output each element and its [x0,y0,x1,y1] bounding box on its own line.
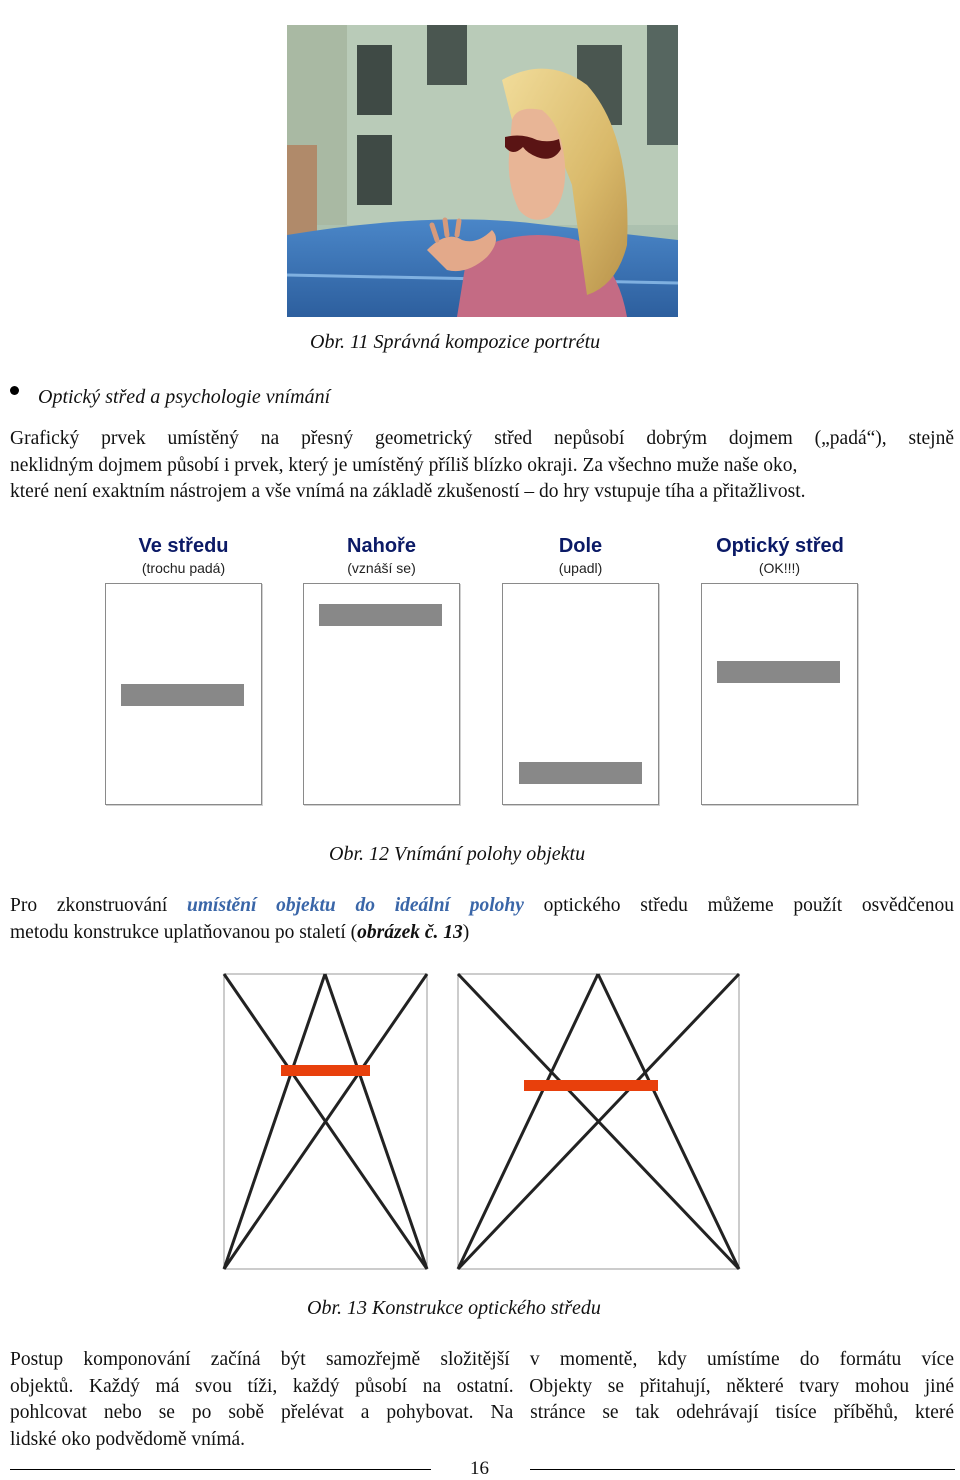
bullet-icon [10,386,19,395]
text-run: Pro zkonstruování [10,895,188,916]
column-title-bottom: Dole [558,535,603,557]
construction-line [325,974,427,1269]
column-title-center: Ve středu [138,535,229,557]
section-heading: Optický střed a psychologie vnímání [38,386,331,408]
paragraph-3 [10,1347,954,1453]
optical-center-construction [222,972,742,1272]
paragraph-line: Grafický prvek umístěný na přesný geometrický střed nepůsobí dobrým dojmem („padá“), stejně [10,428,954,449]
paragraph-line: pohlcovat nebo se po sobě přelévat a pohybovat. Na stránce se tak odehrávají tisíce příběhů, které [10,1402,954,1423]
construction-line [598,974,739,1269]
column-title-optical: Optický střed [716,535,844,557]
portrait-illustration [287,25,678,317]
text-run: ) [462,921,470,943]
text-run: optického středu můžeme použít osvědčenou [523,895,954,916]
object-bar [519,762,642,784]
column-subtitle-center: (trochu padá) [141,560,226,576]
column-subtitle-top: (vznáší se) [347,560,416,576]
optical-center-bar-left [281,1065,370,1076]
construction-line [224,974,325,1269]
column-title-top: Nahoře [347,535,416,557]
footer-rule-left [10,1469,431,1470]
paragraph-line: lidské oko podvědomě vnímá. [10,1428,246,1450]
column-subtitle-optical: (OK!!!) [758,560,801,576]
figure11-caption: Obr. 11 Správná kompozice portrétu [310,331,601,353]
frame-center [105,583,262,805]
object-bar [121,684,244,706]
paragraph-line [10,920,954,947]
figure12-caption: Obr. 12 Vnímání polohy objektu [329,843,586,865]
footer-rule-right [530,1469,955,1470]
paragraph-line: neklidným dojmem působí i prvek, který je umístěný příliš blízko okraji. Za všechno muže naše oko, [10,454,798,476]
figure-reference: obrázek č. 13 [357,921,463,943]
page-number: 16 [470,1458,489,1479]
portrait-photo [287,25,678,317]
text-run: metodu konstrukce uplatňovanou po staletí ( [10,921,358,943]
frame-bottom [502,583,659,805]
object-bar [717,661,840,683]
highlight-text: umístění objektu do ideální polohy [187,895,524,916]
paragraph-line: které není exaktním nástrojem a vše vnímá na základě zkušeností – do hry vstupuje tíha a přitažlivost. [10,481,806,502]
paragraph-line: Postup komponování začíná být samozřejmě složitější v momentě, kdy umístíme do formátu více [10,1349,954,1370]
optical-center-bar-right [524,1080,658,1091]
frame-optical [701,583,858,805]
paragraph-line [10,893,954,920]
construction-line [458,974,598,1269]
paragraph-2 [10,893,954,946]
paragraph-line: objektů. Každý má svou tíži, každý působí na ostatní. Objekty se přitahují, některé tvary mohou jiné [10,1375,954,1397]
column-subtitle-bottom: (upadl) [558,560,603,576]
figure13-caption: Obr. 13 Konstrukce optického středu [307,1297,601,1319]
frame-top [303,583,460,805]
paragraph-1 [10,426,954,506]
object-bar [319,604,442,626]
